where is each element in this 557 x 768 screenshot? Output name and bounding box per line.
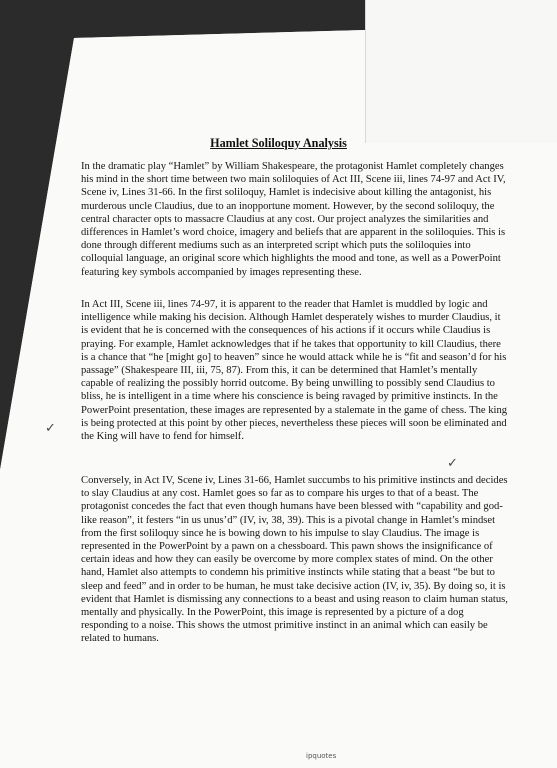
- paragraph-act-iii: In Act III, Scene iii, lines 74-97, it is apparent to the reader that Hamlet is muddled by logic and intelligence while making his decision. Although Hamlet desperately wishes to murder Claudius, it is evident that he is concerned with the consequences of his actions if it occurs while Claudius is praying. For example, Hamlet acknowledges that if he takes that opportunity to kill Claudius, there is a chance that “he [might go] to heaven” since he would attack while he is “fit and season’d for his passage” (Shakespeare III, iii, 75, 87). From this, it can be determined that Hamlet’s mentally capable of realizing the possibly horrid outcome. By being unwilling to possibly send Claudius to bliss, he is intelligent in a time where his conscience is being ravaged by primitive instincts. In the PowerPoint presentation, these images are represented by a stalemate in the game of chess. The king is being protected at this point by other pieces, nevertheless these pieces will soon be eliminated and the King will have to fend for himself.: [81, 299, 508, 443]
- paragraph-act-iv: Conversely, in Act IV, Scene iv, Lines 31-66, Hamlet succumbs to his primitive instincts and decides to slay Claudius at any cost. Hamlet goes so far as to compare his urges to that of a beast. The protagonist concedes the fact that even though humans have been blessed with “capability and god-like reason”, it festers “in us unus’d” (IV, iv, 38, 39). This is a pivotal change in Hamlet’s mindset from the first soliloquy since he is bowing down to his impulse to slay Claudius. The image is represented in the PowerPoint by a pawn on a chessboard. This pawn shows the insignificance of certain ideas and how they can easily be overcome by more complex states of mind. On the other hand, Hamlet also attempts to condemn his primitive instincts while stating that a beast “be but to sleep and feed” and in order to be human, he must take decisive action (IV, iv, 35). By doing so, it is evident that Hamlet is dismissing any connections to a beast and using reason to claim human status, mentally and physically. In the PowerPoint, this image is represented by a picture of a dog responding to a noise. This shows the utmost primitive instinct in an animal which can easily be related to humans.: [81, 475, 508, 645]
- handwritten-scribble: ipquotes: [306, 752, 337, 760]
- check-mark-icon: ✓: [447, 456, 458, 471]
- paragraph-intro: In the dramatic play “Hamlet” by William Shakespeare, the protagonist Hamlet completely changes his mind in the short time between two main soliloquies of Act III, Scene iii, lines 74-97 and Act IV, Scene iv, Lines 31-66. In the first soliloquy, Hamlet is indecisive about killing the antagonist, his murderous uncle Claudius, due to an inopportune moment. However, by the second soliloquy, the central character opts to massacre Claudius at any cost. Our project analyzes the similarities and differences in Hamlet’s word choice, imagery and beliefs that are apparent in the soliloquies. This is done through different mediums such as an interpreted script which puts the soliloquies into colloquial language, an original score which highlights the mood and tone, as well as a PowerPoint featuring key symbols accompanied by images representing these.: [81, 161, 506, 278]
- page-title: Hamlet Soliloquy Analysis: [210, 136, 347, 150]
- overlapping-paper: [365, 0, 557, 144]
- check-mark-icon: ✓: [45, 421, 56, 436]
